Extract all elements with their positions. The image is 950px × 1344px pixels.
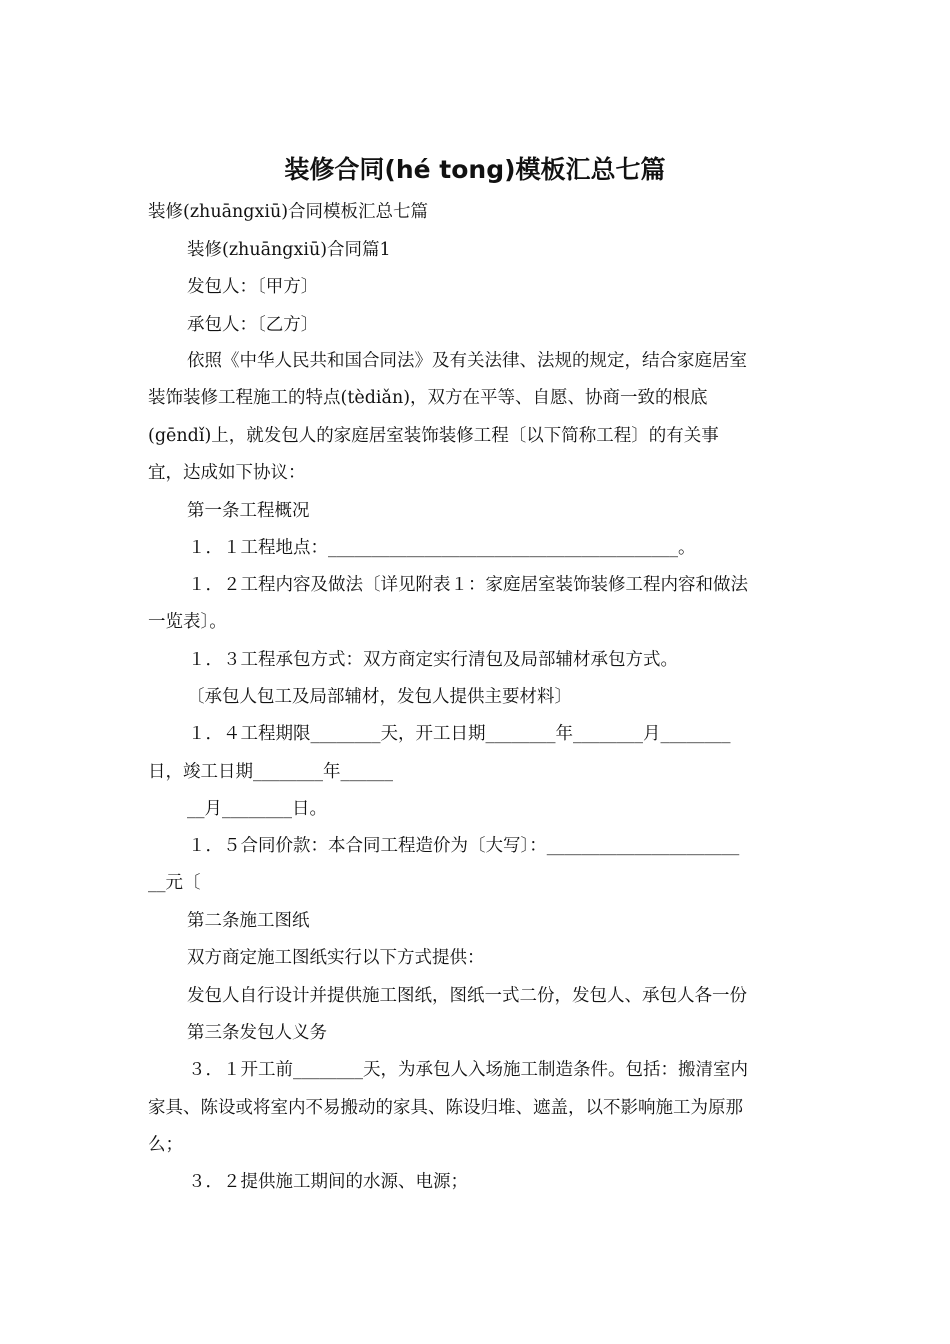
- party-contractor-line: 承包人：〔乙方〕: [187, 315, 319, 335]
- party-employer-line: 发包人：〔甲方〕: [187, 277, 319, 297]
- clause-line: 家具、陈设或将室内不易搬动的家具、陈设归堆、遮盖，以不影响施工为原那: [148, 1098, 743, 1118]
- clause-line: １．３工程承包方式：双方商定实行清包及局部辅材承包方式。: [188, 650, 678, 670]
- article-heading-3: 第三条发包人义务: [187, 1023, 327, 1043]
- article-heading-2: 第二条施工图纸: [187, 911, 310, 931]
- clause-line: 日，竣工日期________年______: [148, 762, 393, 782]
- article-heading-1: 第一条工程概况: [187, 501, 310, 521]
- paragraph-line: (gēndǐ)上，就发包人的家庭居室装饰装修工程〔以下简称工程〕的有关事: [148, 426, 719, 446]
- paragraph-line: 发包人自行设计并提供施工图纸，图纸一式二份，发包人、承包人各一份: [187, 986, 747, 1006]
- subtitle-line: 装修(zhuāngxiū)合同模板汇总七篇: [148, 202, 429, 222]
- clause-line: １．２工程内容及做法〔详见附表１：家庭居室装饰装修工程内容和做法: [188, 575, 748, 595]
- clause-line: ３．２提供施工期间的水源、电源；: [188, 1172, 468, 1192]
- paragraph-line: 宜，达成如下协议：: [148, 463, 306, 483]
- clause-line: 一览表〕。: [148, 612, 227, 632]
- paragraph-line: 依照《中华人民共和国合同法》及有关法律、法规的规定，结合家庭居室: [187, 351, 747, 371]
- clause-line: １．４工程期限________天，开工日期________年________月________: [188, 724, 731, 744]
- clause-line: __元〔: [148, 873, 201, 893]
- section-heading-contract-1: 装修(zhuāngxiū)合同篇1: [187, 240, 391, 260]
- paragraph-line: 装饰装修工程施工的特点(tèdiǎn)，双方在平等、自愿、协商一致的根底: [148, 388, 708, 408]
- paragraph-line: 双方商定施工图纸实行以下方式提供：: [187, 948, 485, 968]
- clause-line: １．５合同价款：本合同工程造价为〔大写〕：______________________: [188, 836, 740, 856]
- clause-line: 〔承包人包工及局部辅材，发包人提供主要材料〕: [187, 687, 572, 707]
- clause-line: １．１工程地点：________________________________________。: [188, 538, 696, 558]
- clause-line: 么；: [148, 1135, 183, 1155]
- clause-line: ３．１开工前________天，为承包人入场施工制造条件。包括：搬清室内: [188, 1060, 748, 1080]
- clause-line: __月________日。: [187, 799, 327, 819]
- document-title: 装修合同(hé tong)模板汇总七篇: [284, 155, 666, 184]
